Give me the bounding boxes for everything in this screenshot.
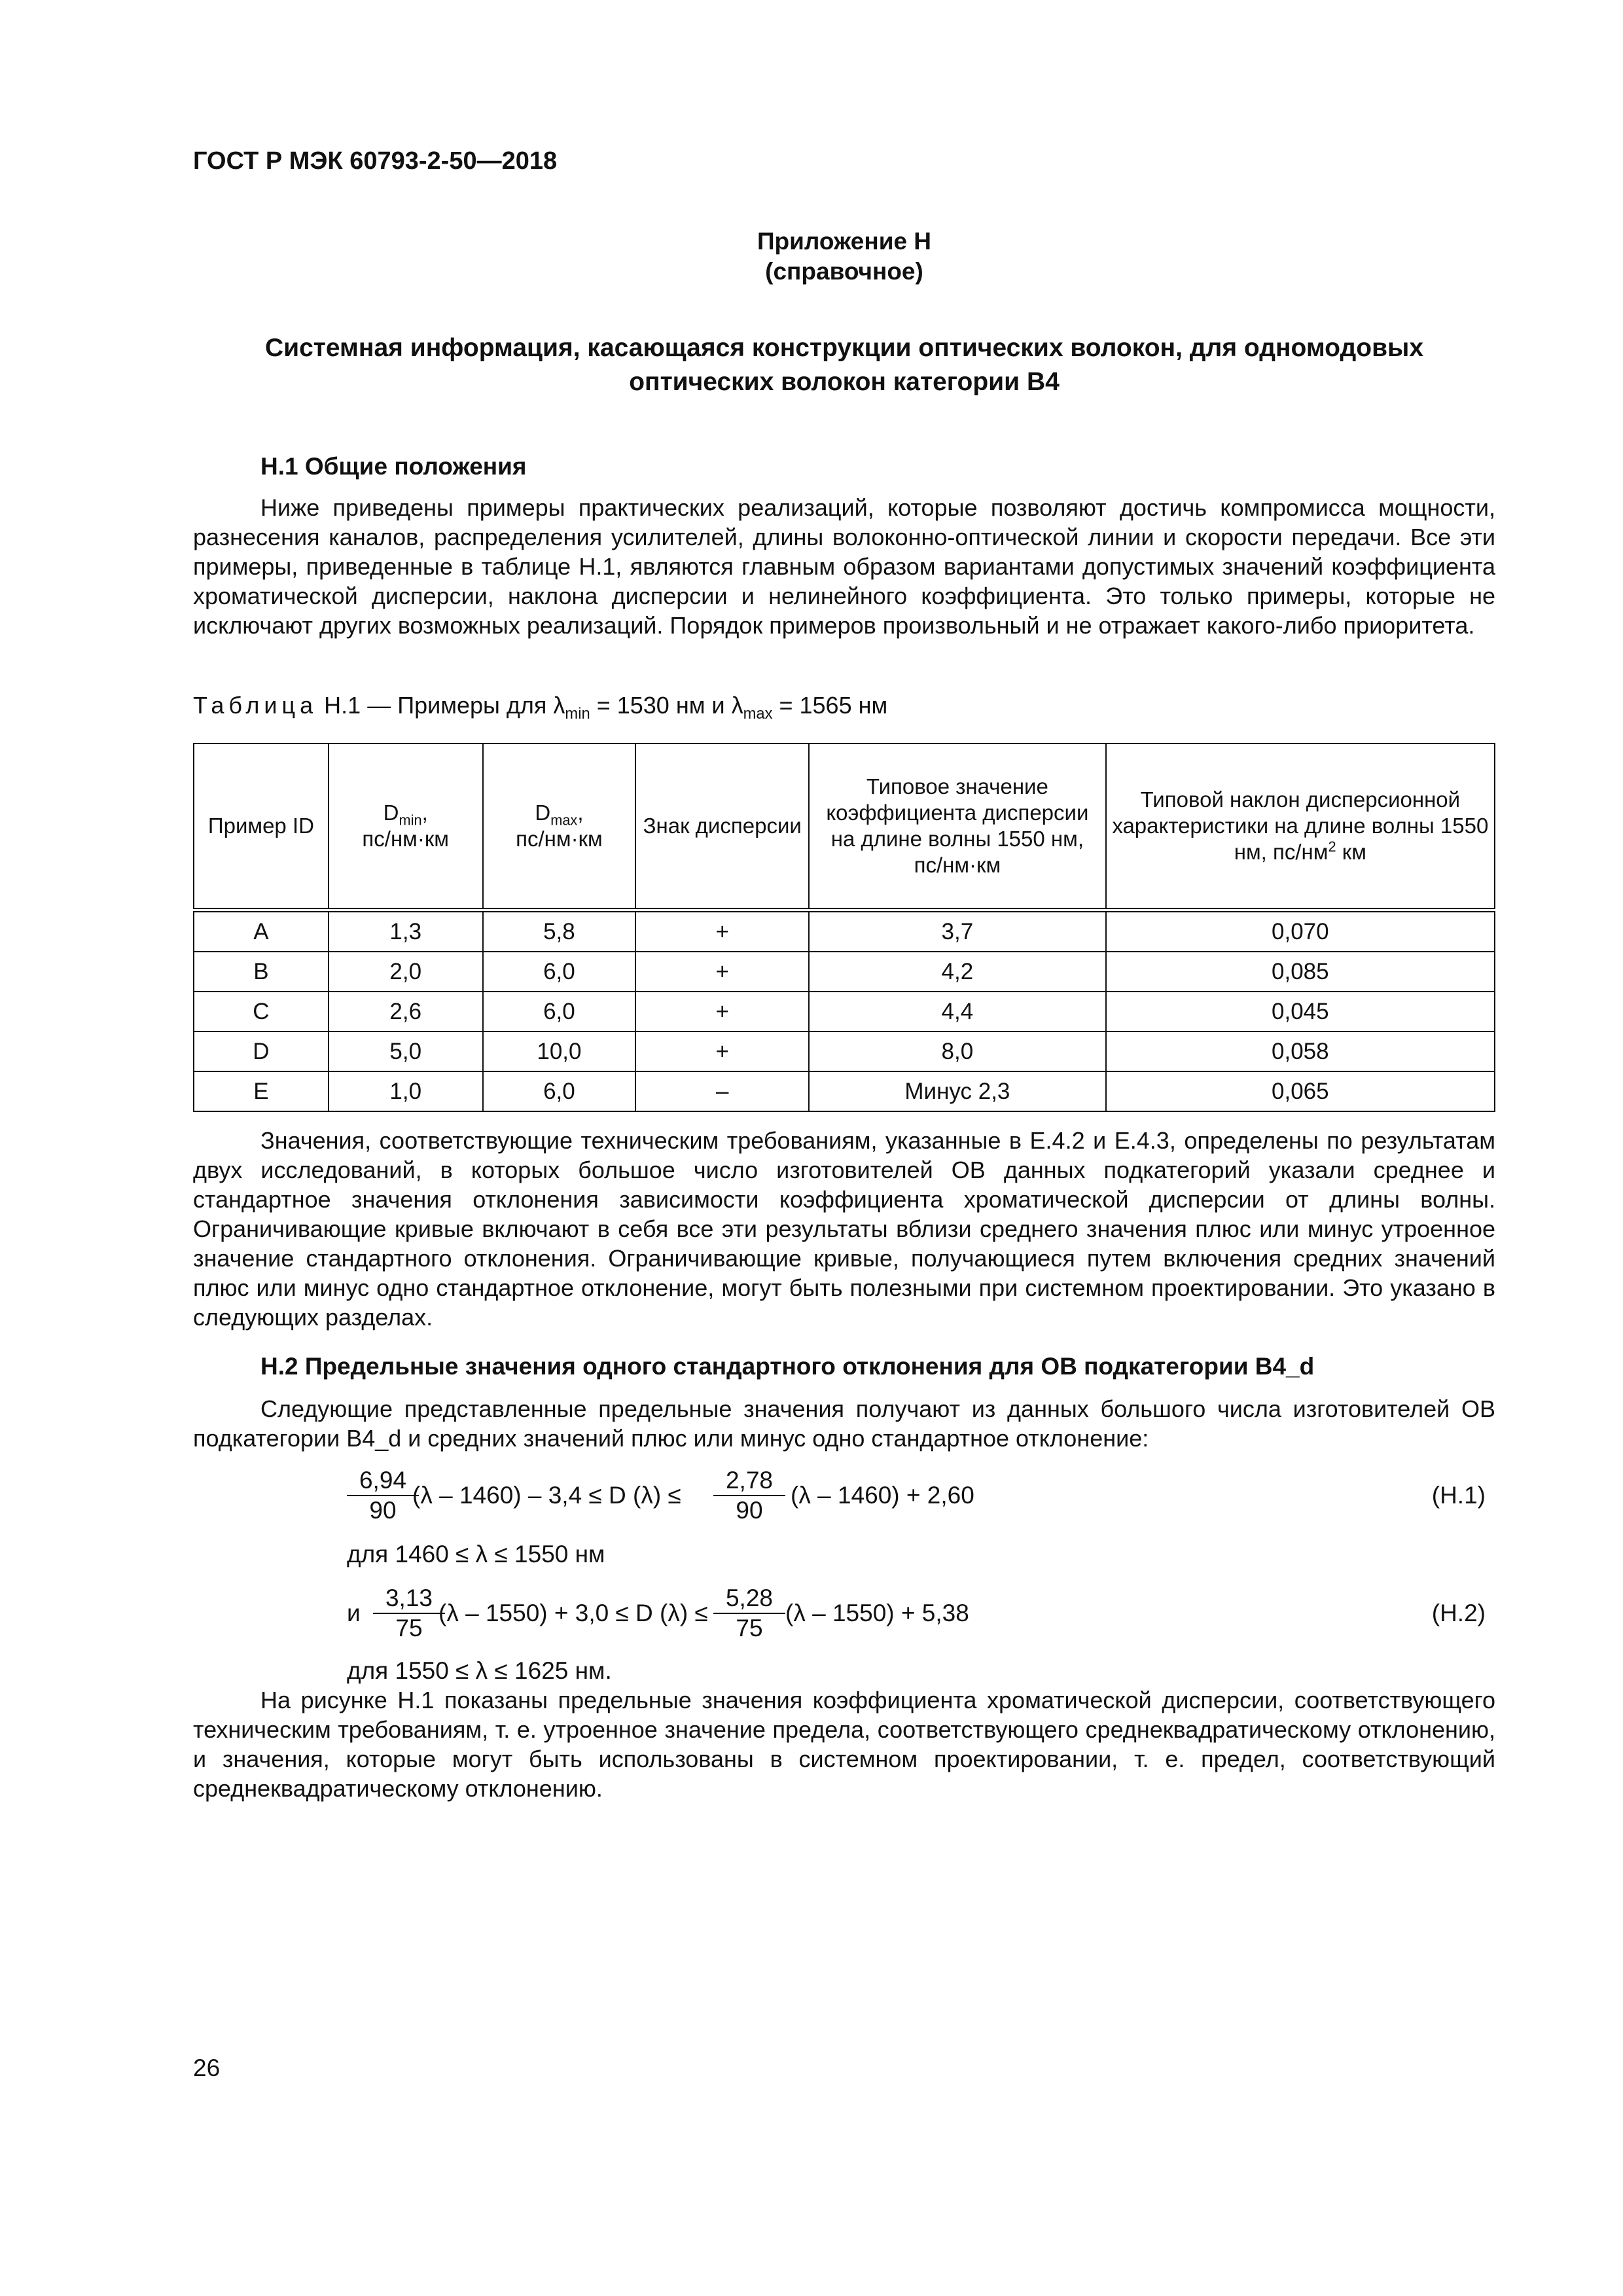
table-header-row — [194, 744, 1495, 910]
table-row — [194, 1071, 1495, 1111]
table-cell: 0,045 — [1106, 992, 1495, 1031]
section-2-paragraph: Следующие представленные предельные значения получают из данных большого числа изготовителей ОВ подкатегории В4_d и средних значений плюс или минус одно стандартное отклонение: — [193, 1395, 1495, 1452]
fraction: $\frac{6,94}{90}$ — [347, 1466, 419, 1525]
header-typical-dispersion: Типовое значение коэффициента дисперсии на длине волны 1550 нм, пс/нм·км — [809, 744, 1106, 910]
annex-title — [193, 226, 1495, 287]
table-caption-end: = 1565 нм — [779, 692, 888, 719]
table-caption-prefix: — Примеры для — [367, 692, 547, 719]
table-cell: 4,4 — [809, 992, 1106, 1031]
formula-1-middle: (λ – 1460) – 3,4 ≤ D (λ) ≤ — [412, 1482, 681, 1509]
after-table-paragraph: Значения, соответствующие техническим требованиям, указанные в Е.4.2 и Е.4.3, определены по результатам двух исследований, в которых большое число изготовителей ОВ данных подкатегорий указали среднее и стандартное значения отклонения зависимости коэффициента хроматической дисперсии от длины волны. Ограничивающие кривые включают в себя все эти результаты вблизи среднего значения плюс или минус утроенное значение стандартного отклонения. Ограничивающие кривые, получающиеся путем включения средних значений плюс или минус одно стандартное отклонение, могут быть полезными при системном проектировании. Это указано в следующих разделах. — [193, 1127, 1495, 1331]
table-cell: A — [194, 910, 329, 952]
table-cell: 2,0 — [329, 952, 483, 992]
lambda-symbol: λ — [731, 692, 743, 719]
table-caption-mid: = 1530 нм и — [596, 692, 725, 719]
table-row — [194, 910, 1495, 952]
fraction: $\frac{3,13}{75}$ — [373, 1584, 445, 1643]
header-dmax: $D_{max}$, пс/нм·км — [483, 744, 636, 910]
main-title-line2: оптических волокон категории В4 — [629, 368, 1060, 396]
page-number: 26 — [193, 2054, 221, 2081]
table-cell: 6,0 — [483, 992, 636, 1031]
formula-2-tail: (λ – 1550) + 5,38 — [785, 1600, 969, 1626]
formula-1-tail: (λ – 1460) + 2,60 — [791, 1482, 974, 1509]
table-row — [194, 992, 1495, 1031]
table-cell: 1,3 — [329, 910, 483, 952]
table-caption-number: Н.1 — [324, 692, 361, 719]
annex-label: Приложение Н — [757, 228, 932, 255]
formula-2 — [347, 1584, 1368, 1662]
table-cell: + — [635, 910, 809, 952]
section-1-paragraph: Ниже приведены примеры практических реализаций, которые позволяют достичь компромисса мощности, разнесения каналов, распределения усилителей, длины волоконно-оптической линии и скорости передачи. Все эти примеры, приведенные в таблице Н.1, являются главным образом вариантами допустимых значений коэффициента хроматической дисперсии, наклона дисперсии и нелинейного коэффициента. Это только примеры, которые не исключают других возможных реализаций. Порядок примеров произвольный и не отражает какого-либо приоритета. — [193, 494, 1495, 639]
fraction: $\frac{5,28}{75}$ — [713, 1584, 785, 1643]
lambda-max-sub: max — [743, 705, 773, 723]
table-cell: 3,7 — [809, 910, 1106, 952]
annex-subtitle: (справочное) — [765, 258, 923, 285]
document-header: ГОСТ Р МЭК 60793-2-50—2018 — [193, 147, 558, 175]
table-cell: 5,0 — [329, 1031, 483, 1071]
table-caption-word: Таблица — [193, 692, 318, 719]
table-cell: + — [635, 992, 809, 1031]
table-cell: 5,8 — [483, 910, 636, 952]
table-cell: 0,058 — [1106, 1031, 1495, 1071]
examples-table — [193, 743, 1495, 1112]
table-cell: 8,0 — [809, 1031, 1106, 1071]
main-title-line1: Системная информация, касающаяся конструкции оптических волокон, для одномодовых — [264, 334, 1424, 362]
table-cell: 1,0 — [329, 1071, 483, 1111]
table-cell: 2,6 — [329, 992, 483, 1031]
formula-2-middle: (λ – 1550) + 3,0 ≤ D (λ) ≤ — [438, 1600, 708, 1626]
table-cell: E — [194, 1071, 329, 1111]
table-cell: 0,070 — [1106, 910, 1495, 952]
header-dispersion-sign: Знак дисперсии — [635, 744, 809, 910]
fraction: $\frac{2,78}{90}$ — [713, 1466, 785, 1525]
final-paragraph: На рисунке Н.1 показаны предельные значения коэффициента хроматической дисперсии, соответствующего техническим требованиям, т. е. утроенное значение предела, соответствующего среднеквадратическому отклонению, и значения, которые могут быть использованы в системном проектировании, т. е. предел, соответствующий среднеквадратическому отклонению. — [193, 1687, 1495, 1802]
formula-1-condition: для 1460 ≤ λ ≤ 1550 нм — [347, 1541, 605, 1568]
lambda-symbol: λ — [553, 692, 565, 719]
section-2-heading: Н.2 Предельные значения одного стандартного отклонения для ОВ подкатегории В4_d — [260, 1353, 1315, 1380]
table-cell: + — [635, 952, 809, 992]
formula-1 — [347, 1466, 1368, 1545]
table-cell: – — [635, 1071, 809, 1111]
table-row — [194, 952, 1495, 992]
table-row — [194, 1031, 1495, 1071]
formula-2-number: (Н.2) — [1431, 1600, 1486, 1626]
table-cell: 6,0 — [483, 952, 636, 992]
table-cell: 0,085 — [1106, 952, 1495, 992]
table-caption — [193, 691, 888, 723]
formula-1-number: (Н.1) — [1431, 1482, 1486, 1509]
main-title — [193, 331, 1495, 399]
header-typical-slope: Типовой наклон дисперсионной характеристики на длине волны 1550 нм, $пс/нм^2$ км — [1106, 744, 1495, 910]
section-1-heading: Н.1 Общие положения — [260, 453, 527, 480]
table-cell: Минус 2,3 — [809, 1071, 1106, 1111]
table-cell: B — [194, 952, 329, 992]
table-cell: 4,2 — [809, 952, 1106, 992]
table-cell: C — [194, 992, 329, 1031]
table-cell: 6,0 — [483, 1071, 636, 1111]
header-dmin: $D_{min}$, пс/нм·км — [329, 744, 483, 910]
header-example-id: Пример ID — [194, 744, 329, 910]
formula-2-prefix: и — [347, 1600, 361, 1626]
table-cell: + — [635, 1031, 809, 1071]
table-cell: D — [194, 1031, 329, 1071]
lambda-min-sub: min — [565, 705, 590, 723]
table-cell: 0,065 — [1106, 1071, 1495, 1111]
table-cell: 10,0 — [483, 1031, 636, 1071]
formula-2-condition: для 1550 ≤ λ ≤ 1625 нм. — [347, 1657, 612, 1684]
